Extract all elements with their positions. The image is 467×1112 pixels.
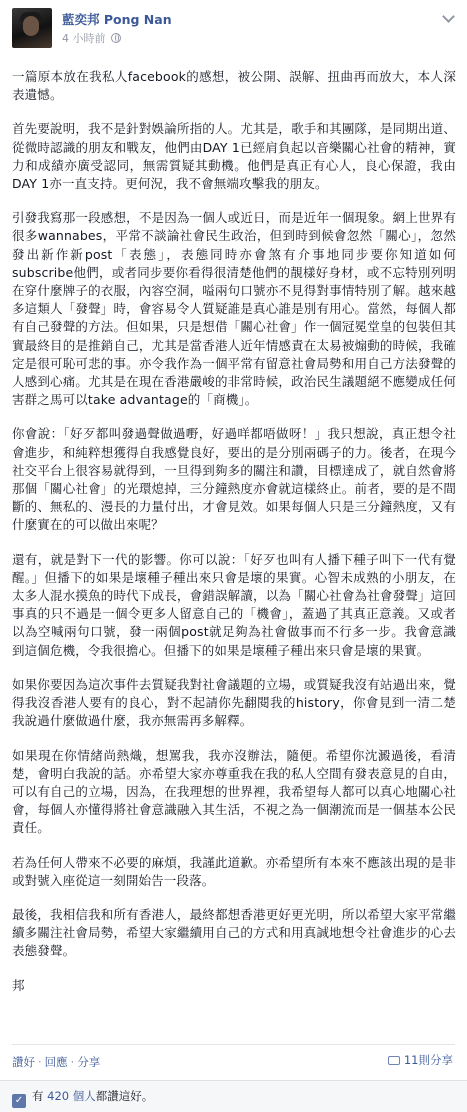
timestamp[interactable]: 4 小時前: [62, 32, 106, 45]
thumbs-up-icon: ✓: [12, 1094, 26, 1108]
post-paragraph: 一篇原本放在我私人facebook的感想，被公開、誤解、扭曲再而放大，本人深表遺憾。: [12, 69, 456, 103]
likes-summary: [12, 1088, 153, 1108]
avatar-face: [23, 16, 39, 36]
post-paragraph: 還有，就是對下一代的影響。你可以說：「好歹也叫有人播下種子叫下一代有覺醒。」但播下的如果是壞種子種出來只會是壞的果實。心智未成熟的小朋友，在太多人混水摸魚的時代下成長，會錯誤解讀，以為「關心社會為社會發聲」這回事真的只不過是一個令更多人留意自己的「機會」，蓋過了其真正意義。又或者以為空喊兩句口號，發一兩個post就足夠為社會做事而不行多一步。我會意識到這個危機，令我很擔心。但播下的如果是壞種子種出來只會是壞的果實。: [12, 551, 456, 658]
likes-suffix: 都讚這好。: [95, 1089, 154, 1103]
share-count-label: 11則分享: [403, 1053, 453, 1067]
likes-prefix: 有: [32, 1089, 44, 1103]
share-count[interactable]: [388, 1052, 453, 1068]
chevron-down-icon[interactable]: [442, 10, 455, 23]
comment-link[interactable]: 回應: [44, 1055, 68, 1069]
post-actions: [12, 1054, 100, 1070]
post-meta: [62, 30, 121, 46]
post-body: [12, 68, 456, 1011]
post-paragraph: 如果你要因為這次事件去質疑我對社會議題的立場，或質疑我沒有站過出來，覺得我沒香港人要有的良心，對不起請你先翻閱我的history，你會見到一清二楚我說過什麼做過什麼，我亦無需再多解釋。: [12, 676, 456, 729]
separator: ·: [38, 1055, 42, 1069]
divider: [12, 1044, 455, 1045]
likes-count[interactable]: 420 個人: [47, 1089, 96, 1103]
author-name[interactable]: 藍奕邦 Pong Nan: [62, 12, 172, 27]
post-signature: 邦: [12, 977, 25, 993]
post-paragraph: 引發我寫那一段感想，不是因為一個人或近日，而是近年一個現象。網上世界有很多wannabes，平常不談論社會民生政治，但到時到候會忽然「關心」，忽然發出新作新post「表態」，表態同時亦會煞有介事地同步要你知道如何subscribe他們，或者同步要你看得很清楚他們的靚樣好身材，或不忘特別列明在穿什麼牌子的衣服，內容空洞，嗌兩句口號亦不見得對事情特別了解。越來越多這類人「發聲」時，會容易令人質疑誰是真心誰是別有用心。當然，每個人都有自己發聲的方法。但如果，只是想借「關心社會」作一個冠冕堂皇的包裝但其實最終目的是推銷自己，尤其是當香港人近年情感責在太易被煽動的時候，我確定是很可恥可悲的事。亦令我作為一個平常有留意社會局勢和用自己方法發聲的人感到心痛。尤其是在現在香港嚴峻的非常時候，政治民生議題絕不應變成任何害群之馬可以take advantage的「商機」。: [12, 210, 456, 408]
post-paragraph: 你會說：「好歹都叫發過聲做過嘢，好過咩都唔做呀！」我只想說，真正想令社會進步，和純粹想獲得自我感覺良好，要出的是分別兩碼子的力。後者，在現今社交平台上很容易就得到，一旦得到夠多的關注和讚，目標達成了，就自然會將那個「關心社會」的光環熄掉，三分鐘熱度亦會就這樣終止。前者，要的是不間斷的、無私的、漫長的力量付出，才會見效。如果每個人只是三分鐘熱度，又有什麼實在的可以做出來呢？: [12, 426, 456, 533]
like-link[interactable]: 讚好: [12, 1055, 35, 1069]
avatar[interactable]: [12, 8, 52, 48]
post-paragraph: 首先要說明，我不是針對娛論所指的人。尤其是，歌手和其團隊，是同期出道、從微時認識的朋友和戰友，他們由DAY 1已經肩負起以音樂關心社會的精神，實力和成績亦廣受認同，無需質疑其動機。他們是真正有心人，良心保證，我由DAY 1亦一直支持。更何況，我不會無端攻擊我的朋友。: [12, 121, 456, 192]
separator: ·: [70, 1055, 75, 1069]
post-paragraph: 最後，我相信我和所有香港人，最終都想香港更好更光明，所以希望大家平常繼續多關注社會局勢，希望大家繼續用自己的方式和用真誠地想令社會進步的心去表態發聲。: [12, 906, 456, 959]
globe-icon[interactable]: [111, 33, 121, 43]
share-link[interactable]: 分享: [77, 1055, 101, 1069]
post-paragraph: 若為任何人帶來不必要的麻煩，我謹此道歉。亦希望所有本來不應該出現的是非或對號入座從這一刻開始告一段落。: [12, 854, 456, 888]
post-paragraph: 如果現在你情緒尚熱熾，想罵我，我亦沒辦法，隨便。希望你沈澱過後，看清楚，會明白我說的話。亦希望大家亦尊重我在我的私人空間有發表意見的自由，可以有自己的立場，因為，在我理想的世界裡，我希望每人都可以真心地關心社會，每個人亦懂得將社會意識融入其生活，不視之為一個潮流而是一個基本公民責任。: [12, 747, 456, 836]
share-icon: [388, 1056, 400, 1065]
